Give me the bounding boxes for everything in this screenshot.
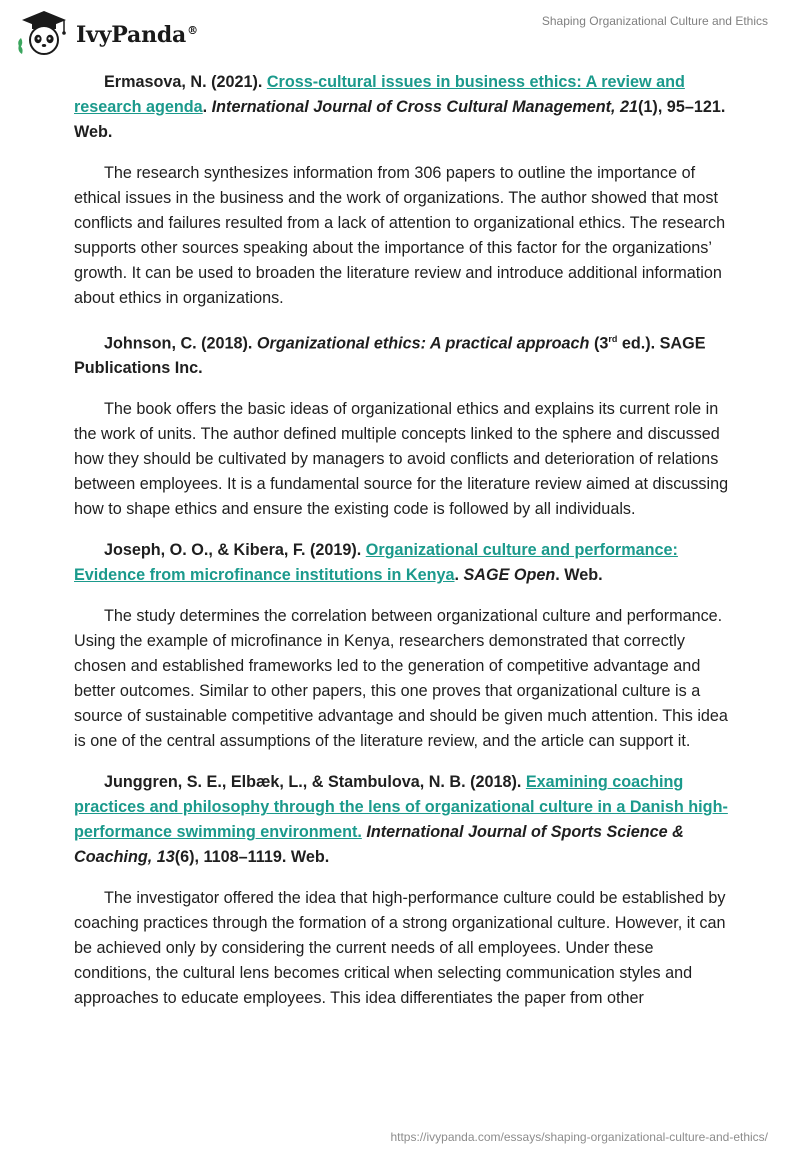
reference-link[interactable]: Organizational culture and performance: Evidence from microfinance institutions in Kenya bbox=[74, 541, 678, 585]
reference-link[interactable]: Cross-cultural issues in business ethics: A review and research agenda bbox=[74, 73, 685, 116]
reference-summary: The study determines the correlation between organizational culture and performance. Using the example of microfinance in Kenya, researchers demonstrated that correctly chosen and established frameworks led to the generation of competitive advantage and better outcomes. Similar to other papers, this one proves that organizational culture is a source of sustainable competitive advantage and should be given much attention. This idea is one of the central assumptions of the literature review, and the article can support it. bbox=[74, 607, 728, 751]
document-title: Shaping Organizational Culture and Ethics bbox=[541, 14, 768, 28]
panda-graduate-icon bbox=[14, 8, 74, 58]
reference-summary: The research synthesizes information from 306 papers to outline the importance of ethical issues in the business and the work of organizations. The author showed that most conflicts and failures resulted from a lack of attention to organizational ethics. The research supports other sources speaking about the importance of this factor for the organizations’ growth. It can be used to broaden the literature review and introduce additional information about ethics in organizations. bbox=[74, 164, 726, 307]
logo-text: IvyPanda® bbox=[76, 22, 198, 48]
reference-summary: The book offers the basic ideas of organizational ethics and explains its current role in the work of units. The author defined multiple concepts linked to the sphere and discussed how they should be cultivated by managers to avoid conflicts and deterioration of relations between employees. It is a fundamental source for the literature review aimed at discussing how to shape ethics and ensure the existing code is followed by all individuals. bbox=[74, 400, 729, 519]
reference-entry: Johnson, C. (2018). Organizational ethics: A practical approach (3rd ed.). SAGE Publications Inc. bbox=[74, 334, 706, 378]
ivypanda-logo[interactable] bbox=[14, 8, 198, 58]
reference-summary: The investigator offered the idea that high-performance culture could be established by coaching practices through the formation of a strong organizational culture. However, it can be achieved only by considering the current needs of all employees. Under these conditions, the cultural lens becomes critical when selecting communication styles and approaches to educate employees. This idea differentiates the paper from other bbox=[74, 889, 726, 1008]
reference-link[interactable]: Examining coaching practices and philosophy through the lens of organizational culture in a Danish high-performance swimming environment. bbox=[74, 773, 728, 842]
reference-entry: Joseph, O. O., & Kibera, F. (2019). Organizational culture and performance: Evidence from microfinance institutions in Kenya. SAGE Open. Web. bbox=[74, 541, 678, 585]
reference-entry: Ermasova, N. (2021). Cross-cultural issues in business ethics: A review and research agenda. International Journal of Cross Cultural Management, 21(1), 95–121. Web. bbox=[74, 73, 726, 141]
reference-entry: Junggren, S. E., Elbæk, L., & Stambulova, N. B. (2018). Examining coaching practices and philosophy through the lens of organizational culture in a Danish high-performance swimming environment. International Journal of Sports Science & Coaching, 13(6), 1108–1119. Web. bbox=[74, 773, 728, 867]
page-header bbox=[0, 0, 800, 64]
source-url[interactable]: https://ivypanda.com/essays/shaping-organizational-culture-and-ethics/ bbox=[390, 1130, 768, 1144]
document-body bbox=[74, 70, 734, 1027]
